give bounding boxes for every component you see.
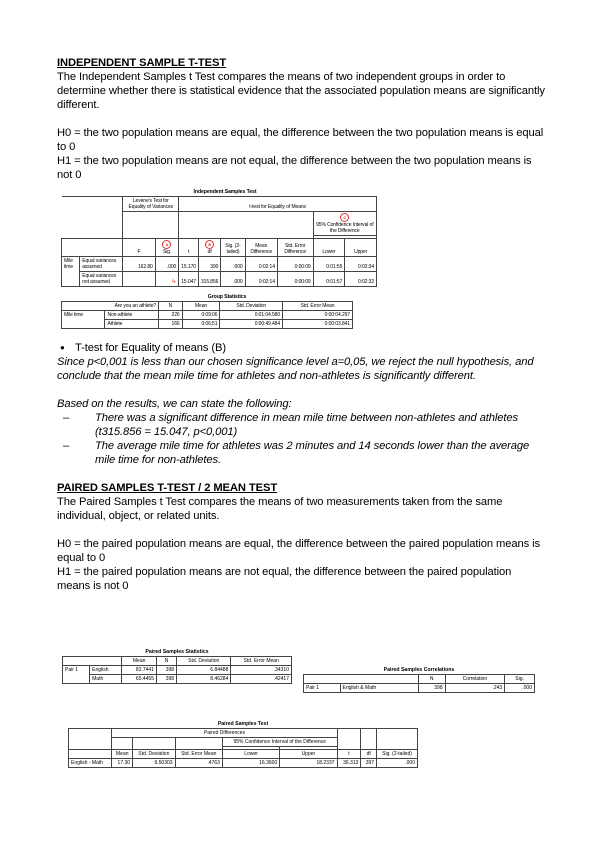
table-cell: 9.50303 (133, 759, 176, 768)
table-cell: Std. Deviation (220, 302, 283, 311)
table-cell (155, 272, 179, 287)
table-cell: 18.2337 (280, 759, 337, 768)
section-title-independent: INDEPENDENT SAMPLE T-TEST (57, 57, 227, 69)
table-cell: Levene's Test for Equality of Variances (123, 197, 179, 212)
group-statistics-title: Group Statistics (207, 294, 247, 300)
table-row (62, 320, 353, 329)
table-cell: 0:01:55 (313, 257, 345, 272)
table-cell: English - Math (69, 759, 112, 768)
table-cell: Std. Error Mean (283, 302, 353, 311)
table-cell: Equal variances not assumed (80, 272, 123, 287)
table-cell: 16.3600 (222, 759, 279, 768)
table-cell: Std. Error Mean (175, 750, 222, 759)
table-cell: Mean (112, 750, 133, 759)
table-cell: Mean Difference (245, 239, 277, 257)
paired-statistics-title: Paired Samples Statistics (145, 649, 209, 655)
table-cell: Std. Deviation (177, 657, 231, 666)
table-cell: 0:00:03.841 (283, 320, 353, 329)
table-cell: 0:00:04.297 (283, 311, 353, 320)
table-cell: 398 (418, 684, 445, 693)
table-cell: 315.856 (198, 272, 220, 287)
bullet-item: ● T-test for Equality of means (B) (57, 341, 547, 355)
table-cell: 390 (198, 257, 220, 272)
table-cell: .000 (155, 257, 179, 272)
table-cell: Correlation (445, 675, 505, 684)
table-row (62, 272, 377, 287)
based-on-results: Based on the results, we can state the following: (57, 398, 292, 410)
marker-a: A (162, 240, 171, 249)
paired-statistics-table (62, 656, 292, 684)
table-cell: 0:06:51 (182, 320, 220, 329)
table-row (69, 759, 418, 768)
table-cell: 0:09:06 (182, 311, 220, 320)
table-cell: Mean (182, 302, 220, 311)
table-cell: Mile time (62, 311, 105, 329)
table-cell: df (361, 750, 377, 759)
table-cell: 95% Confidence Interval of the Difference (222, 738, 337, 747)
table-cell: N (157, 657, 177, 666)
hypothesis-h0: H0 = the two population means are equal, the difference between the two population means is equal to 0 (57, 127, 544, 153)
table-cell: 226 (159, 311, 183, 320)
table-cell: English & Math (340, 684, 418, 693)
table-cell: Math (90, 675, 122, 684)
table-cell: 15.170 (179, 257, 199, 272)
table-cell (304, 675, 419, 684)
table-cell: Paired Differences (112, 729, 337, 738)
table-cell: 36.313 (337, 759, 361, 768)
table-cell (62, 197, 123, 239)
table-cell: Lower (313, 239, 345, 257)
table-row (63, 666, 292, 675)
table-cell: Std. Error Mean (231, 657, 292, 666)
table-cell: Lower (222, 750, 279, 759)
table-row (63, 675, 292, 684)
table-cell: N (159, 302, 183, 311)
table-cell: .243 (445, 684, 505, 693)
group-statistics-table (61, 301, 353, 329)
table-cell (361, 729, 377, 750)
hypothesis-h1-paired: H1 = the paired population means are not equal, the difference between the paired population means is not 0 (57, 566, 512, 592)
table-cell: Pair 1 (304, 684, 341, 693)
table-row (62, 311, 353, 320)
table-cell: 0:02:32 (345, 272, 377, 287)
table-cell: 0:02:14 (245, 257, 277, 272)
table-cell: B df (198, 239, 220, 257)
hypothesis-h0-paired: H0 = the paired population means are equal, the difference between the paired population means is equal to 0 (57, 538, 540, 564)
paragraph-intro-paired: The Paired Samples t Test compares the means of two measurements taken from the same individual, object, or related units. (57, 496, 503, 522)
table-cell: .000 (505, 684, 535, 693)
table-cell (179, 212, 313, 239)
table-cell: .000 (221, 272, 245, 287)
list-item: – There was a significant difference in mean mile time between non-athletes and athletes (t315.856 = 15.047, p<0,001) (57, 411, 547, 439)
table-cell: t (337, 750, 361, 759)
table-cell: 0:00:49.484 (220, 320, 283, 329)
paired-test-title: Paired Samples Test (217, 721, 269, 727)
table-cell: 0:02:14 (245, 272, 277, 287)
table-cell: 166 (159, 320, 183, 329)
conclusion-text: Since p<0,001 is less than our chosen significance level a=0,05, we reject the null hypothesis, and conclude that the mean mile time for athletes and non-athletes is significantly different. (57, 356, 534, 382)
hypothesis-h1: H1 = the two population means are not equal, the difference between the two population means is not 0 (57, 155, 532, 181)
independent-samples-test-table (61, 196, 377, 287)
table-cell: 8.46284 (177, 675, 231, 684)
table-cell: Sig. (2-tailed) (221, 239, 245, 257)
table-cell: C 95% Confidence Interval of the Difference (313, 212, 376, 236)
table-cell: Mile time (62, 257, 80, 287)
marker-b: B (205, 240, 214, 249)
paired-correlations-block (303, 666, 535, 693)
table-cell: N (418, 675, 445, 684)
table-cell: t (179, 239, 199, 257)
table-cell: t-test for Equality of Means (179, 197, 377, 212)
table-cell: .000 (221, 257, 245, 272)
paired-test-table (68, 728, 418, 768)
table-cell: F (123, 239, 155, 257)
table-cell: .000 (377, 759, 418, 768)
table-cell: 82.7441 (122, 666, 157, 675)
table-cell: 0:00:09 (277, 272, 313, 287)
table-cell (69, 729, 112, 750)
table-cell (123, 212, 179, 239)
table-cell (337, 729, 361, 750)
table-cell: Non-athlete (105, 311, 159, 320)
table-cell (112, 738, 133, 750)
table-cell: 0:00:09 (277, 257, 313, 272)
table-cell: 0:01:57 (313, 272, 345, 287)
table-cell: 17.30 (112, 759, 133, 768)
table-cell: Upper (345, 239, 377, 257)
table-cell: .34310 (231, 666, 292, 675)
table-cell: 15.047 (179, 272, 199, 287)
table-cell: Athlete (105, 320, 159, 329)
table-cell: 0:02:34 (345, 257, 377, 272)
table-cell: 65.4455 (122, 675, 157, 684)
table-cell (63, 657, 122, 666)
table-cell (377, 729, 418, 750)
table-cell: 397 (361, 759, 377, 768)
independent-samples-test-title: Independent Samples Test (193, 189, 257, 195)
paired-correlations-title: Paired Samples Correlations (383, 667, 455, 673)
table-cell: Upper (280, 750, 337, 759)
table-cell: Sig. (505, 675, 535, 684)
table-cell: Sig. (2-tailed) (377, 750, 418, 759)
table-row (304, 684, 535, 693)
table-cell (133, 738, 176, 750)
table-cell: Std. Deviation (133, 750, 176, 759)
table-cell: Pair 1 (63, 666, 90, 684)
table-cell: 398 (157, 666, 177, 675)
table-cell: Std. Error Difference (277, 239, 313, 257)
paragraph-intro-independent: The Independent Samples t Test compares the means of two independent groups in order to determine whether there is statistical evidence that the associated population means are significantly different. (57, 71, 545, 111)
arrow-icon: ↳ (171, 279, 177, 285)
table-row (62, 257, 377, 272)
table-cell: Are you an athlete? (62, 302, 159, 311)
table-cell (123, 272, 155, 287)
table-cell: 6.84488 (177, 666, 231, 675)
section-title-paired: PAIRED SAMPLES T-TEST / 2 MEAN TEST (57, 482, 278, 494)
table-cell: 398 (157, 675, 177, 684)
table-cell: 0:01:04.580 (220, 311, 283, 320)
table-cell: .4763 (175, 759, 222, 768)
document-page (57, 56, 547, 593)
table-cell: Mean (122, 657, 157, 666)
table-cell (175, 738, 222, 750)
table-cell: English (90, 666, 122, 675)
table-cell: .42417 (231, 675, 292, 684)
paired-correlations-table (303, 674, 535, 693)
table-cell: 162.80 (123, 257, 155, 272)
table-cell (62, 239, 123, 257)
table-cell (69, 750, 112, 759)
table-cell: A Sig. (155, 239, 179, 257)
paired-statistics-block (62, 648, 292, 684)
list-item: – The average mile time for athletes was 2 minutes and 14 seconds lower than the average mile time for non-athletes. (57, 439, 547, 467)
marker-c: C (340, 213, 349, 222)
paired-test-block (68, 720, 418, 768)
table-cell: Equal variances assumed (80, 257, 123, 272)
